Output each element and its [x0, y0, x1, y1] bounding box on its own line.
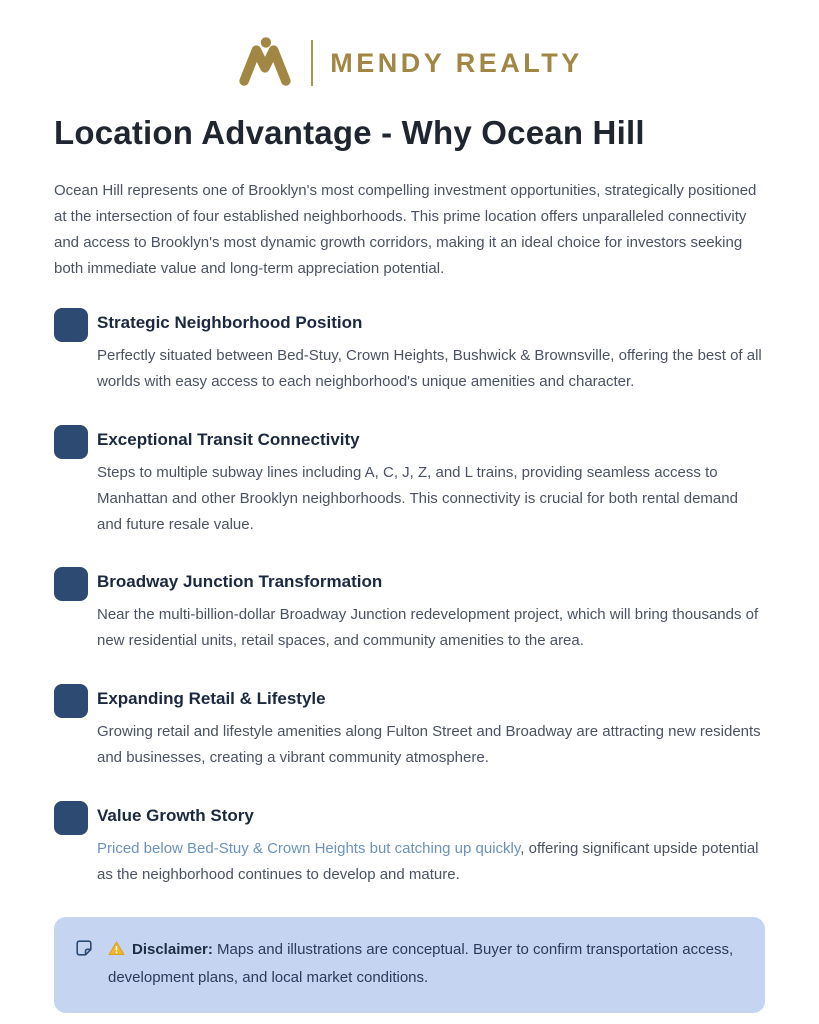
feature-sections [54, 307, 765, 888]
section-body [97, 836, 765, 888]
section-body: Near the multi-billion-dollar Broadway Junction redevelopment project, which will bring thousands of new residential units, retail spaces, and community amenities to the area. [97, 606, 759, 650]
section-body: Growing retail and lifestyle amenities along Fulton Street and Broadway are attracting new residents and businesses, creating a vibrant community atmosphere. [97, 723, 761, 767]
section-exceptional-transit-connectivity [54, 424, 765, 538]
section-title: Value Growth Story [97, 806, 254, 826]
bullet-square-icon [54, 308, 88, 342]
section-content [97, 800, 765, 888]
disclaimer-box [54, 917, 765, 1013]
section-body: Perfectly situated between Bed-Stuy, Crown Heights, Bushwick & Brownsville, offering the best of all worlds with easy access to each neighborhood's unique amenities and character. [97, 346, 762, 390]
section-title: Broadway Junction Transformation [97, 572, 383, 592]
section-title: Expanding Retail & Lifestyle [97, 689, 326, 709]
section-body: Steps to multiple subway lines including A, C, J, Z, and L trains, providing seamless access to Manhattan and other Brooklyn neighborhoods. This connectivity is crucial for both rental demand and future resale value. [97, 463, 738, 533]
disclaimer-text [108, 937, 743, 991]
brand-header [54, 36, 765, 90]
brand-name: MENDY REALTY [330, 47, 583, 78]
bullet-square-icon [54, 567, 88, 601]
page-title: Location Advantage - Why Ocean Hill [54, 114, 645, 151]
bullet-square-icon [54, 684, 88, 718]
section-strategic-neighborhood-position [54, 307, 765, 395]
section-broadway-junction-transformation [54, 566, 765, 654]
brand-logo-m-icon [236, 35, 294, 92]
section-content [97, 566, 765, 654]
section-content [97, 424, 765, 538]
disclaimer-label: Disclaimer: [132, 941, 213, 959]
section-content [97, 683, 765, 771]
bullet-square-icon [54, 425, 88, 459]
section-title: Strategic Neighborhood Position [97, 312, 363, 332]
section-title: Exceptional Transit Connectivity [97, 429, 360, 449]
section-body-rest: , offering significant upside potential as the neighborhood continues to develop and mature. [97, 840, 759, 884]
intro-paragraph: Ocean Hill represents one of Brooklyn's most compelling investment opportunities, strategically positioned at the intersection of four established neighborhoods. This prime location offers unparalleled connectivity and access to Brooklyn's most dynamic growth corridors, making it an ideal choice for investors seeking both immediate value and long-term appreciation potential. [54, 182, 757, 277]
warning-triangle-icon [108, 939, 125, 965]
note-outline-icon [76, 940, 92, 961]
brand-divider [311, 40, 313, 86]
section-expanding-retail-lifestyle [54, 683, 765, 771]
bullet-square-icon [54, 801, 88, 835]
disclaimer-body: Maps and illustrations are conceptual. Buyer to confirm transportation access, development plans, and local market conditions. [108, 941, 734, 986]
section-value-growth-story [54, 800, 765, 888]
section-content [97, 307, 765, 395]
value-highlight-text: Priced below Bed-Stuy & Crown Heights but catching up quickly [97, 840, 521, 858]
